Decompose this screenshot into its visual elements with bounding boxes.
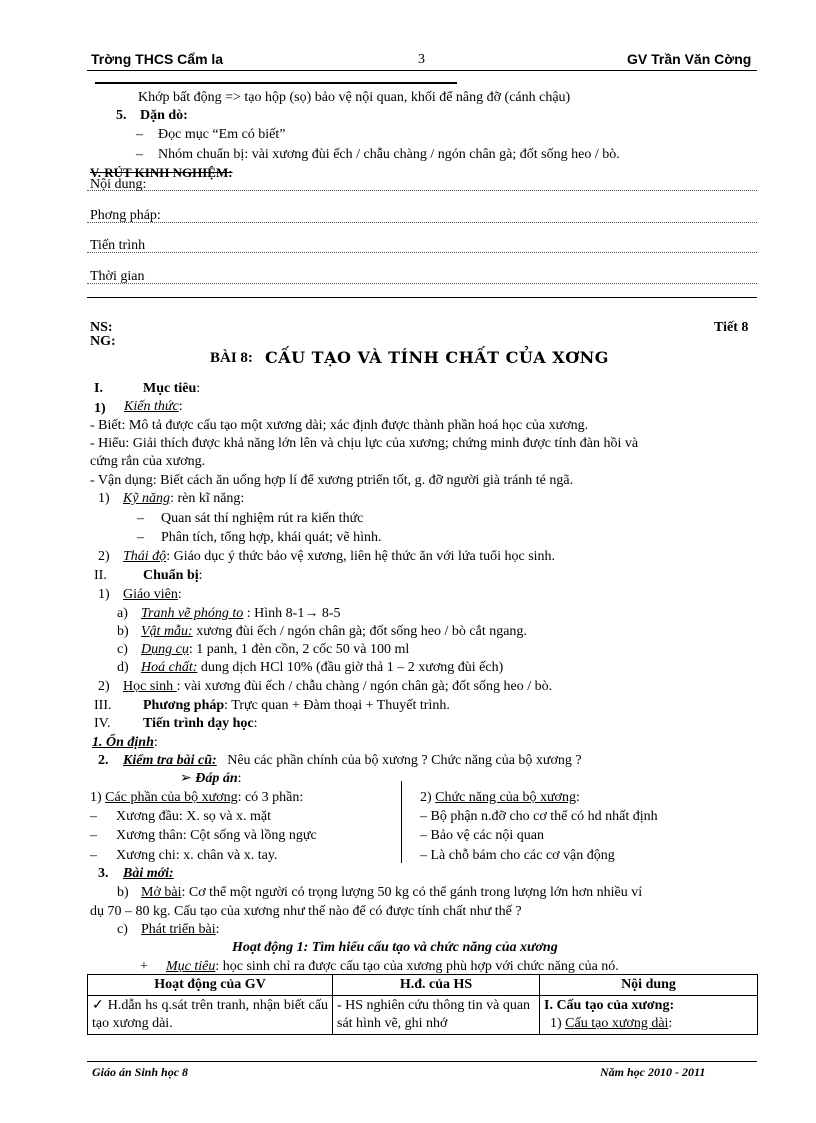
mobai-rest-1: : Cơ thể một người có trọng lượng 50 kg có thể gánh trong lượng lớn hơn nhiều ví bbox=[181, 885, 643, 900]
mt-plus: + bbox=[140, 959, 148, 974]
exp-row-process: Tiến trình bbox=[90, 238, 146, 253]
item-d-key: Hoá chất: bbox=[141, 660, 198, 675]
item-c bbox=[141, 641, 409, 658]
short-rule bbox=[95, 82, 457, 84]
skill-1: Quan sát thí nghiệm rút ra kiến thức bbox=[161, 511, 364, 526]
gv-heading: Giáo viên: bbox=[123, 587, 182, 602]
dash-text-1: Đọc mục “Em có biết” bbox=[158, 127, 286, 142]
left-dash-1: – bbox=[90, 809, 97, 824]
item-b-val: xương đùi ếch / ngón chân gà; đốt sống heo / bò cắt ngang. bbox=[192, 624, 527, 639]
left-item-1: Xương đầu: X. sọ và x. mặt bbox=[116, 809, 271, 824]
left-heading bbox=[90, 789, 303, 806]
left-dash-2: – bbox=[90, 828, 97, 843]
lesson-number: BÀI 8: bbox=[210, 350, 253, 366]
sec1-num: I. bbox=[94, 381, 103, 396]
dash-1: – bbox=[136, 127, 143, 142]
top-line: Khớp bất động => tạo hộp (sọ) bảo vệ nội quan, khối để nâng đỡ (cánh chậu) bbox=[138, 90, 571, 105]
sub1-num: 1) bbox=[94, 401, 106, 416]
item-b-key: Vật mẫu: bbox=[141, 624, 193, 639]
item-d-val: dung dịch HCl 10% (đầu giờ thả 1 – 2 xương đùi ếch) bbox=[197, 660, 504, 675]
exp-line-1 bbox=[87, 190, 757, 191]
right-head-text: Chức năng của bộ xương bbox=[435, 790, 576, 805]
sec4-num: IV. bbox=[94, 716, 111, 731]
item-d-num: d) bbox=[117, 660, 129, 675]
dapan-text: Đáp án bbox=[195, 771, 238, 786]
item-d bbox=[141, 659, 503, 676]
dapan-line: ➢ Đáp án: bbox=[180, 771, 242, 786]
table-row bbox=[88, 996, 758, 1035]
left-head-rest: : có 3 phần: bbox=[237, 790, 304, 805]
th-hs: H.đ. của HS bbox=[333, 975, 540, 996]
sub2-num: 1) bbox=[98, 491, 110, 506]
sub1: Kiến thức: bbox=[124, 399, 183, 414]
cell-hs: - HS nghiên cứu thông tin và quan sát hình vẽ, ghi nhớ bbox=[333, 996, 540, 1035]
mobai-text: Mở bài bbox=[141, 885, 182, 900]
item-b-num: b) bbox=[117, 624, 129, 639]
sub2 bbox=[123, 490, 244, 507]
cell-content-1: I. Cấu tạo của xương: bbox=[544, 998, 675, 1013]
right-item-3-text: Là chỗ bám cho các cơ vận động bbox=[430, 848, 615, 863]
skill-dash-2: – bbox=[137, 530, 144, 545]
sec2-title: Chuẩn bị: bbox=[143, 568, 203, 583]
exp-row-content: Nội dung: bbox=[90, 177, 147, 192]
right-item-1-text: Bộ phận n.đỡ cho cơ thể có hd nhất định bbox=[430, 809, 658, 824]
left-item-3: Xương chi: x. chân và x. tay. bbox=[116, 848, 278, 863]
biet-line: - Biết: Mô tả được cấu tạo một xương dài; xác định được thành phần hoá học của xương. bbox=[90, 418, 589, 433]
s2-question: Nêu các phần chính của bộ xương ? Chức năng của bộ xương ? bbox=[227, 753, 582, 768]
item-c-key: Dụng cụ bbox=[141, 642, 189, 657]
s2-num: 2. bbox=[98, 753, 109, 768]
skill-2: Phân tích, tổng hợp, khái quát; vẽ hình. bbox=[161, 530, 382, 545]
skill-dash-1: – bbox=[137, 511, 144, 526]
dapan-arrow-icon: ➢ bbox=[180, 771, 192, 786]
sec3-title: Phương pháp bbox=[143, 698, 225, 713]
right-item-2: – Bảo vệ các nội quan bbox=[420, 828, 545, 843]
on-dinh-text: 1. Ổn định bbox=[92, 735, 154, 750]
mobai-num: b) bbox=[117, 885, 129, 900]
hieu-line-1: - Hiểu: Giải thích được khả năng lớn lên và chịu lực của xương; chứng minh được tính đàn hồi và bbox=[90, 436, 639, 451]
left-item-2: Xương thân: Cột sống và lồng ngực bbox=[116, 828, 317, 843]
section-rule bbox=[87, 297, 757, 298]
right-num: 2) bbox=[420, 790, 432, 805]
sub3-text: Thái độ bbox=[123, 549, 167, 564]
sec1-title-text: Mục tiêu bbox=[143, 381, 197, 396]
gv-text: Giáo viên bbox=[123, 587, 178, 602]
dash-2: – bbox=[136, 147, 143, 162]
ng-label: NG: bbox=[90, 334, 116, 349]
cell-content bbox=[540, 996, 758, 1035]
header-school: Trờng THCS Cẩm la bbox=[91, 51, 224, 67]
table-header-row bbox=[88, 975, 758, 996]
left-head-text: Các phần của bộ xương bbox=[105, 790, 238, 805]
item-a-num: a) bbox=[117, 606, 128, 621]
right-item-2-text: Bảo vệ các nội quan bbox=[430, 828, 545, 843]
sec3-rest: : Trực quan + Đàm thoại + Thuyết trình. bbox=[224, 698, 450, 713]
sub2-rest: : rèn kĩ năng: bbox=[170, 491, 245, 506]
s3-title-text: Bài mới: bbox=[123, 866, 174, 881]
tiet-label: Tiết 8 bbox=[714, 320, 749, 335]
sec4: Tiến trình dạy học: bbox=[143, 716, 258, 731]
header-rule bbox=[87, 70, 757, 71]
sec1-title: Mục tiêu: bbox=[143, 381, 201, 396]
mt-line bbox=[166, 958, 619, 975]
right-head-rest: : bbox=[575, 790, 580, 805]
right-item-1: – Bộ phận n.đỡ cho cơ thể có hd nhất định bbox=[420, 809, 658, 824]
lesson-title: CẤU TẠO VÀ TÍNH CHẤT CỦA XƠNG bbox=[265, 348, 609, 367]
s3-num: 3. bbox=[98, 866, 109, 881]
item-b bbox=[141, 623, 527, 640]
footer-right: Năm học 2010 - 2011 bbox=[600, 1065, 706, 1079]
hs-rest: : vài xương đùi ếch / chẫu chàng / ngón chân gà; đốt sống heo / bò. bbox=[176, 679, 553, 694]
mobai-line-2: dụ 70 – 80 kg. Cấu tạo của xương như thế nào để có được tính chất như thế ? bbox=[90, 904, 522, 919]
sec3-num: III. bbox=[94, 698, 112, 713]
ptb-line: Phát triển bài: bbox=[141, 922, 220, 937]
hs-num: 2) bbox=[98, 679, 110, 694]
sub1-text: Kiến thức bbox=[124, 399, 179, 414]
item-c-val: : 1 panh, 1 đèn cồn, 2 cốc 50 và 100 ml bbox=[188, 642, 410, 657]
gv-num: 1) bbox=[98, 587, 110, 602]
mobai-line-1 bbox=[141, 884, 642, 901]
ptb-text: Phát triển bài bbox=[141, 922, 216, 937]
item-a-val: : Hình 8-1→ 8-5 bbox=[243, 606, 341, 621]
exp-row-time: Thời gian bbox=[90, 269, 145, 284]
s5-num: 5. bbox=[116, 108, 127, 123]
footer-left: Giáo án Sinh học 8 bbox=[92, 1065, 189, 1079]
hieu-line-2: cứng rắn của xương. bbox=[90, 454, 206, 469]
cell-content-2-text: Cấu tạo xương dài bbox=[565, 1016, 669, 1031]
sub3-num: 2) bbox=[98, 549, 110, 564]
header-teacher: GV Trần Văn Cờng bbox=[627, 51, 752, 67]
sec2-title-text: Chuẩn bị bbox=[143, 568, 199, 583]
mt-rest: : học sinh chỉ ra được cấu tạo của xương phù hợp với chức năng của nó. bbox=[215, 959, 619, 974]
cell-content-2-num: 1) bbox=[550, 1016, 562, 1031]
ns-label: NS: bbox=[90, 320, 113, 335]
ptb-num: c) bbox=[117, 922, 128, 937]
s3-title bbox=[123, 865, 174, 882]
th-content: Nội dung bbox=[540, 975, 758, 996]
item-a bbox=[141, 605, 341, 622]
cell-content-2: 1) Cấu tạo xương dài: bbox=[550, 1016, 673, 1031]
page-number: 3 bbox=[418, 52, 425, 67]
right-heading bbox=[420, 789, 580, 806]
dash-text-2: Nhóm chuẩn bị: vài xương đùi ếch / chẫu chàng / ngón chân gà; đốt sống heo / bò. bbox=[158, 147, 620, 162]
exp-line-2 bbox=[87, 222, 757, 223]
sub3-rest: : Giáo dục ý thức bảo vệ xương, liên hệ thức ăn với lứa tuổi học sinh. bbox=[166, 549, 556, 564]
item-c-num: c) bbox=[117, 642, 128, 657]
hs-line bbox=[123, 678, 552, 695]
s2-line bbox=[123, 752, 582, 769]
hs-text: Học sinh bbox=[123, 679, 177, 694]
sec4-title: Tiến trình dạy học bbox=[143, 716, 254, 731]
mt-text: Mục tiêu bbox=[166, 959, 216, 974]
sec3 bbox=[143, 697, 450, 714]
experience-heading: V. RÚT KINH NGHIỆM: bbox=[90, 165, 233, 180]
sub2-text: Kỹ năng bbox=[123, 491, 171, 506]
cell-gv: ✓ H.dẫn hs q.sát trên tranh, nhận biết cấu tạo xương dài. bbox=[88, 996, 333, 1035]
left-dash-3: – bbox=[90, 848, 97, 863]
activity-table bbox=[87, 974, 758, 1035]
on-dinh: 1. Ổn định: bbox=[92, 735, 158, 750]
footer-rule bbox=[87, 1061, 757, 1062]
activity-1-title: Hoạt động 1: Tìm hiểu cấu tạo và chức năng của xương bbox=[232, 940, 558, 955]
s2-title: Kiểm tra bài cũ: bbox=[123, 753, 217, 768]
sec2-num: II. bbox=[94, 568, 107, 583]
s5-title: Dặn dò: bbox=[140, 108, 188, 123]
exp-row-method: Phơng pháp: bbox=[90, 208, 161, 223]
column-divider bbox=[401, 781, 402, 863]
right-item-3: – Là chỗ bám cho các cơ vận động bbox=[420, 848, 615, 863]
left-num: 1) bbox=[90, 790, 102, 805]
item-a-key: Tranh vẽ phóng to bbox=[141, 606, 244, 621]
exp-line-4 bbox=[87, 283, 757, 284]
vandung-line: - Vận dụng: Biết cách ăn uống hợp lí để xương ptriển tốt, g. đỡ người già tránh té ngã. bbox=[90, 473, 574, 488]
exp-line-3 bbox=[87, 252, 757, 253]
sub3 bbox=[123, 548, 555, 565]
th-gv: Hoạt động của GV bbox=[88, 975, 333, 996]
